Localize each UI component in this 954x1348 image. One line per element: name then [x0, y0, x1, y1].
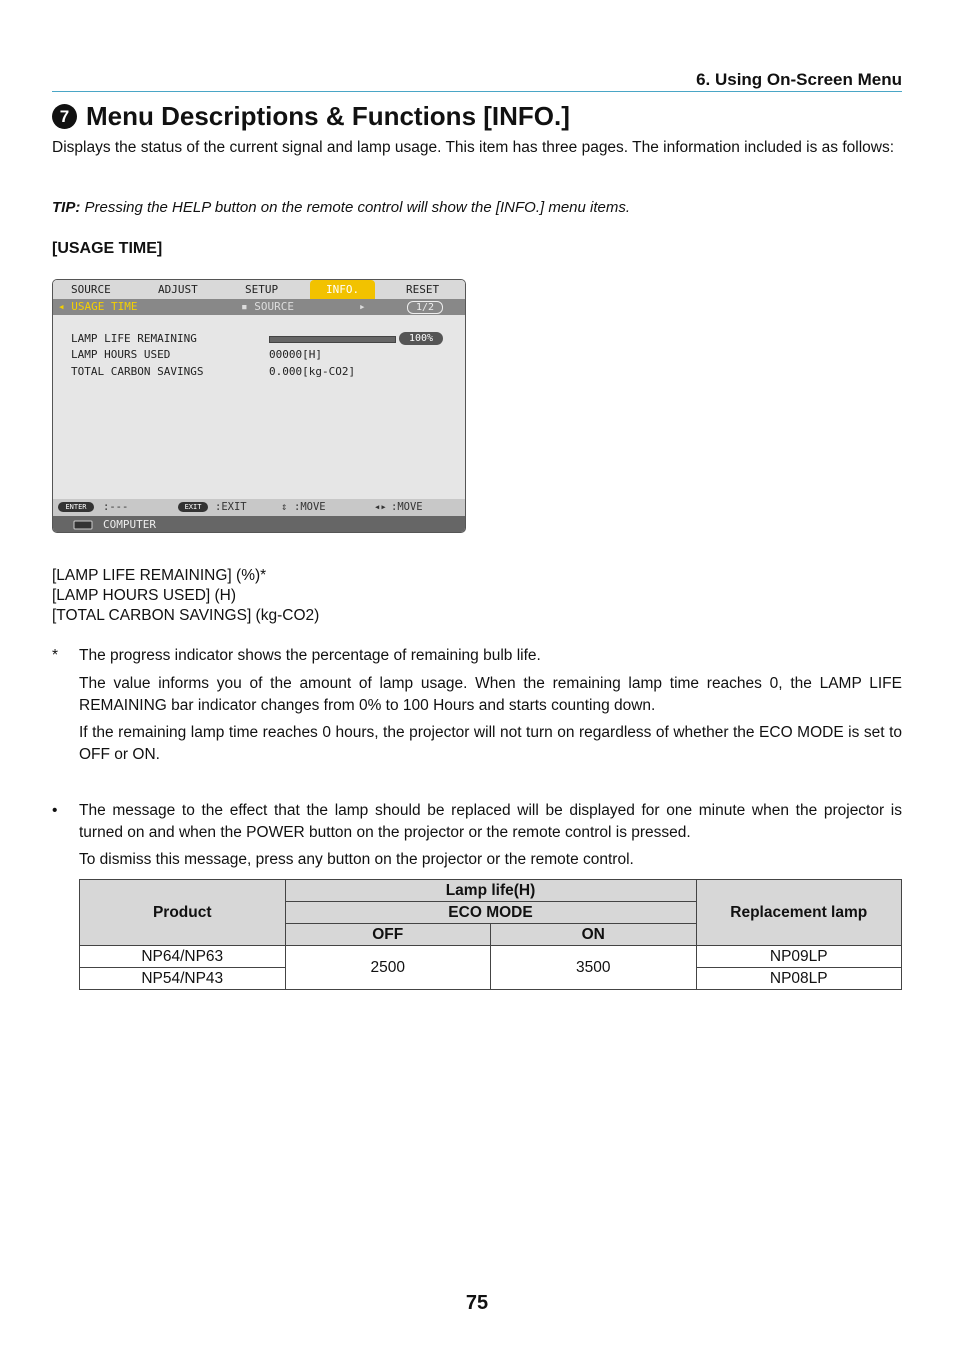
lamp-life-percent-badge: 100%: [399, 332, 443, 345]
bullet-text: The message to the effect that the lamp should be replaced will be displayed for one minute when the projector is turned on and when the POWER button on the projector or the remote control is pressed.: [79, 802, 902, 841]
enter-key-icon: ENTER: [58, 502, 94, 512]
osd-content: [53, 315, 465, 499]
exit-hint: :EXIT: [215, 501, 247, 513]
lamp-life-progress-fill: [270, 337, 395, 342]
osd-menu: [52, 279, 466, 533]
osd-row-lamp-hours-value: 00000[H]: [269, 348, 322, 361]
table-cell-on-value: 3500: [491, 946, 697, 990]
note-paragraph-1: The value informs you of the amount of lamp usage. When the remaining lamp time reaches 0, the LAMP LIFE REMAINING bar indicator changes from 0% to 100 Hours and starts counting down.: [79, 675, 902, 714]
table-header-eco-mode: ECO MODE: [285, 902, 696, 924]
table-header-product: Product: [80, 880, 286, 946]
page-number: 75: [465, 1292, 489, 1314]
section-number-badge: 7: [52, 104, 77, 129]
tip: [52, 199, 630, 216]
leftright-move-hint: :MOVE: [391, 501, 423, 513]
note-paragraph-2: If the remaining lamp time reaches 0 hours, the projector will not turn on regardless of whether the ECO MODE is set to OFF or ON.: [79, 724, 902, 763]
osd-footer: [53, 499, 465, 516]
header-rule: [52, 91, 902, 92]
osd-right-arrow-icon: ▸: [359, 300, 366, 313]
monitor-icon: [73, 520, 93, 530]
note-paragraph-3: To dismiss this message, press any button on the projector or the remote control.: [79, 851, 634, 868]
enter-hint: :---: [103, 501, 129, 513]
osd-tab-bar: [53, 280, 465, 299]
left-right-arrow-icon: ◂▸: [374, 501, 387, 513]
footnote-text: The progress indicator shows the percentage of remaining bulb life.: [79, 647, 541, 664]
table-row: [80, 946, 902, 968]
title-text: Menu Descriptions & Functions [INFO.]: [86, 101, 570, 131]
osd-tab-source[interactable]: SOURCE: [71, 283, 111, 296]
osd-subtab-usage-time[interactable]: ◂ USAGE TIME: [58, 300, 138, 313]
osd-subtab-bar: [53, 299, 465, 315]
item-lamp-life: [LAMP LIFE REMAINING] (%)*: [52, 567, 267, 584]
osd-tab-adjust[interactable]: ADJUST: [158, 283, 198, 296]
tip-text: Pressing the HELP button on the remote control will show the [INFO.] menu items.: [80, 199, 631, 216]
table-cell-product: NP64/NP63: [80, 946, 286, 968]
table-cell-lamp: NP09LP: [696, 946, 902, 968]
osd-row-carbon-value: 0.000[kg-CO2]: [269, 365, 356, 378]
page-title: [52, 101, 570, 132]
tip-label: TIP:: [52, 199, 81, 216]
intro-paragraph: Displays the status of the current signal and lamp usage. This item has three pages. The information included is as follows:: [52, 139, 895, 156]
item-list: [52, 566, 319, 626]
updown-move-hint: :MOVE: [294, 501, 326, 513]
item-lamp-hours: [LAMP HOURS USED] (H): [52, 587, 237, 604]
osd-subtab-source[interactable]: ▪ SOURCE: [241, 300, 294, 313]
osd-tab-info[interactable]: INFO.: [310, 280, 375, 299]
table-cell-lamp: NP08LP: [696, 968, 902, 990]
table-header-replacement-lamp: Replacement lamp: [696, 880, 902, 946]
osd-status-bar: [53, 516, 465, 533]
up-down-arrow-icon: ⇕: [281, 501, 288, 513]
osd-row-carbon-label: TOTAL CARBON SAVINGS: [71, 365, 204, 378]
osd-tab-reset[interactable]: RESET: [406, 283, 440, 296]
footnote-marker: *: [52, 647, 59, 664]
osd-status-source: COMPUTER: [103, 518, 156, 531]
table-cell-off-value: 2500: [285, 946, 491, 990]
osd-tab-setup[interactable]: SETUP: [245, 283, 279, 296]
table-header-off: OFF: [285, 924, 491, 946]
osd-row-lamp-hours-label: LAMP HOURS USED: [71, 348, 171, 361]
osd-row-lamp-life-label: LAMP LIFE REMAINING: [71, 332, 197, 345]
table-cell-product: NP54/NP43: [80, 968, 286, 990]
bullet-marker: •: [52, 802, 58, 819]
table-header-on: ON: [491, 924, 697, 946]
section-header: 6. Using On-Screen Menu: [696, 70, 902, 89]
exit-key-icon: EXIT: [178, 502, 208, 512]
lamp-life-table: [79, 879, 902, 990]
lamp-life-progress-bar: [269, 336, 396, 343]
table-header-lamp-life: Lamp life(H): [285, 880, 696, 902]
usage-time-heading: [USAGE TIME]: [52, 240, 163, 257]
osd-page-indicator: 1/2: [407, 301, 443, 314]
item-carbon-savings: [TOTAL CARBON SAVINGS] (kg-CO2): [52, 607, 320, 624]
